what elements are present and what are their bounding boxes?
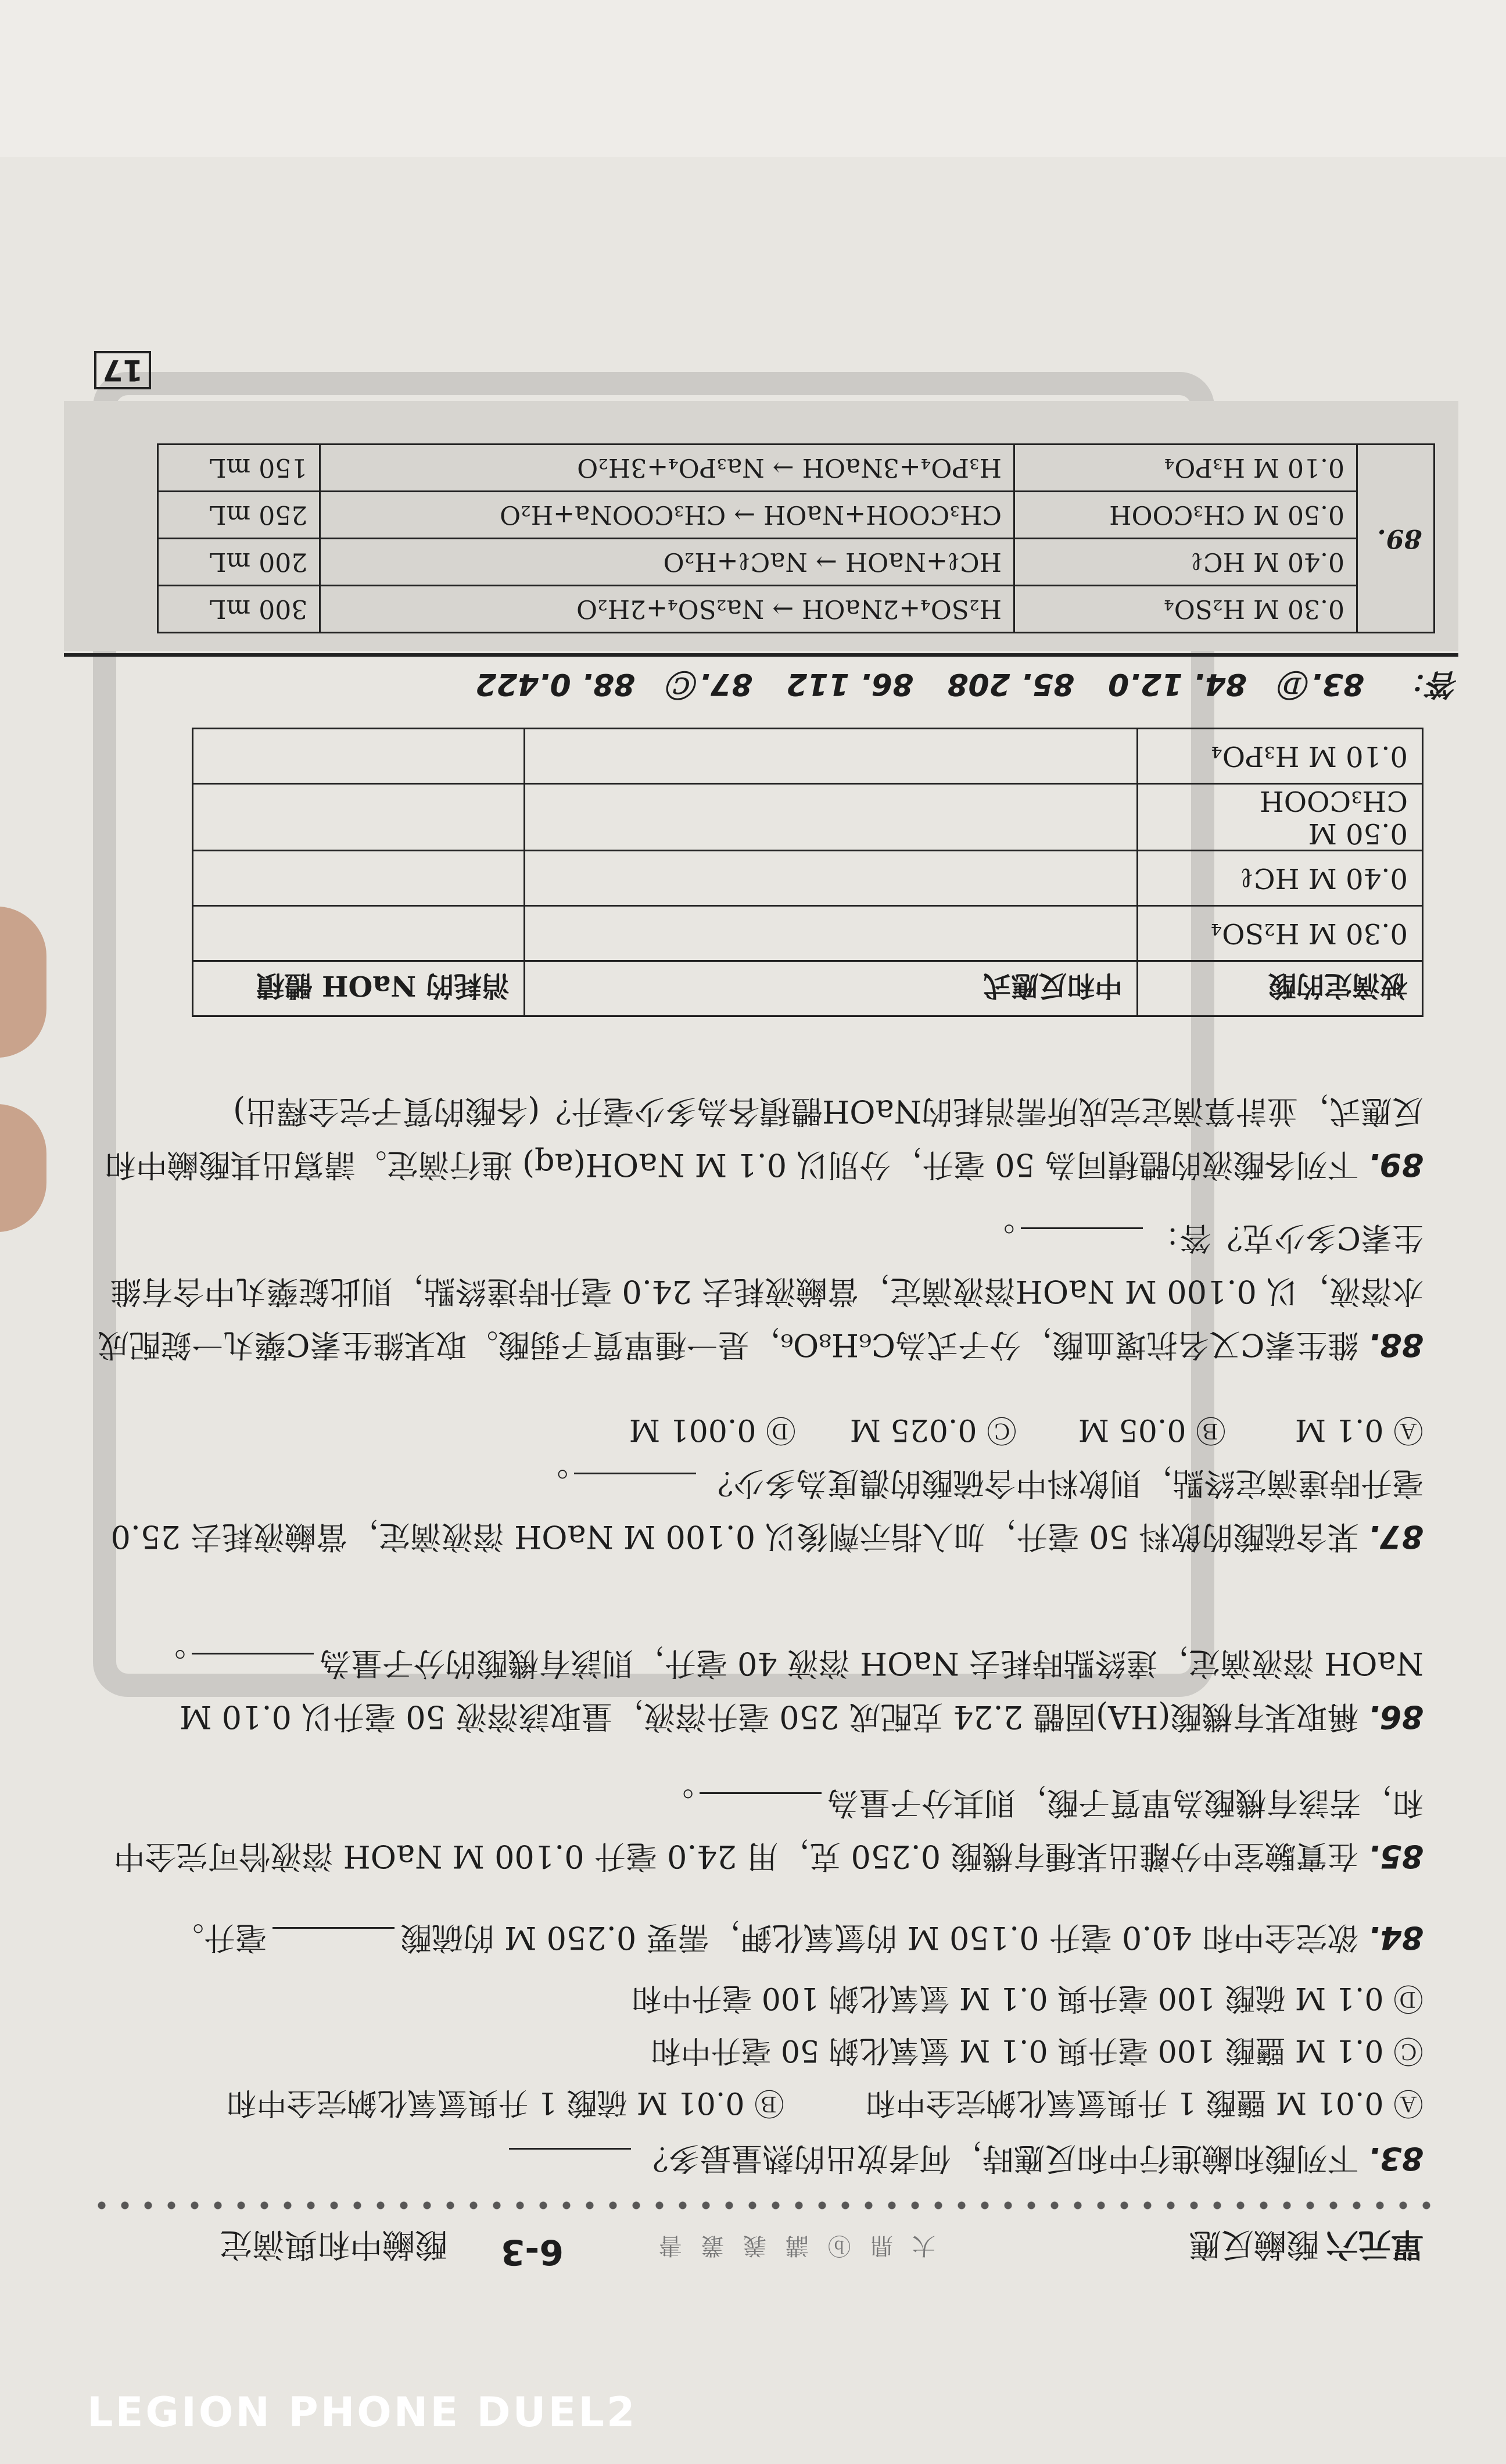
question-number: 87. [1368, 1518, 1423, 1555]
acid-cell: 0.40 M HCℓ [1014, 539, 1357, 586]
answer-label: 答： [1397, 667, 1458, 701]
finger [0, 1104, 46, 1232]
unit-label: 單元六 [1326, 2225, 1423, 2264]
acid-cell: 0.40 M HCℓ [1138, 851, 1423, 906]
answer-blank [1021, 1227, 1143, 1229]
option-c: Ⓒ 0.1 M 鹽酸 100 毫升與 0.1 M 氫氧化鈉 50 毫升中和 [650, 2033, 1423, 2068]
table-row [193, 851, 1423, 906]
blank-page-margin [0, 0, 1506, 157]
answer-table [157, 443, 1435, 633]
option-b: Ⓑ 0.05 M [1078, 1412, 1226, 1447]
acid-cell: 0.10 M H₃PO₄ [1014, 445, 1357, 492]
header-naoh-volume: 消耗的 NaOH 體積 [193, 961, 525, 1016]
table-row [158, 492, 1435, 539]
acid-cell: 0.50 M CH₃COOH [1014, 492, 1357, 539]
question-text: 在實驗室中分離出某種有機酸 0.250 克，用 24.0 毫升 0.100 M NaOH 溶液恰可完全中和，若該有機酸為單質子酸，則其分子量為 [113, 1785, 1423, 1875]
option-c: Ⓒ 0.025 M [849, 1412, 1017, 1447]
question-suffix: 。 [154, 1645, 186, 1682]
question-number: 89. [1368, 1147, 1423, 1183]
reaction-cell: CH₃COOH+NaOH → CH₃COONa+H₂O [320, 492, 1014, 539]
reaction-cell: H₂SO₄+2NaOH → Na₂SO₄+2H₂O [320, 586, 1014, 633]
volume-cell: 250 mL [158, 492, 320, 539]
answer-item: 88. 0.422 [475, 667, 636, 701]
table-row [193, 729, 1423, 784]
header-reaction: 中和反應式 [525, 961, 1138, 1016]
question-84 [87, 1911, 1423, 1964]
answer-item: 83.Ⓓ [1280, 667, 1364, 701]
question-number: 83. [1368, 2140, 1423, 2177]
question-83 [87, 2132, 1423, 2185]
question-number: 88. [1368, 1327, 1423, 1363]
volume-cell: 200 mL [158, 539, 320, 586]
camera-watermark: LEGION PHONE DUEL2 [87, 2388, 637, 2436]
acid-cell: 0.10 M H₃PO₄ [1138, 729, 1423, 784]
question-89 [87, 1084, 1423, 1191]
acid-cell: 0.50 M CH₃COOH [1138, 784, 1423, 851]
decorative-divider [87, 2197, 1435, 2214]
question-suffix: 。 [537, 1465, 568, 1502]
publisher: 大 鼎 ⓑ 講 義 叢 書 [652, 2232, 935, 2259]
option-b: Ⓑ 0.01 M 硫酸 1 升與氫氧化鈉完全中和 [226, 2085, 784, 2120]
reaction-cell: HCℓ+NaOH → NaCℓ+H₂O [320, 539, 1014, 586]
upside-down-content [64, 221, 1458, 2278]
question-89-table [192, 728, 1423, 1017]
reaction-cell[interactable] [525, 906, 1138, 961]
answer-item: 86. 112 [786, 667, 914, 701]
answer-key-line [64, 653, 1458, 709]
reaction-cell[interactable] [525, 729, 1138, 784]
volume-cell[interactable] [193, 906, 525, 961]
option-d: Ⓓ 0.001 M [629, 1412, 796, 1447]
question-suffix: 。 [983, 1220, 1015, 1256]
acid-cell: 0.30 M H₂SO₄ [1138, 906, 1423, 961]
answer-item: 87.Ⓒ [669, 667, 753, 701]
volume-cell[interactable] [193, 784, 525, 851]
question-85 [87, 1776, 1423, 1883]
page-header [64, 2208, 1458, 2278]
section-title: 酸鹼中和與滴定 [220, 2225, 447, 2263]
question-88 [87, 1211, 1423, 1371]
finger [0, 907, 46, 1058]
answer-blank [574, 1473, 696, 1474]
acid-cell: 0.30 M H₂SO₄ [1014, 586, 1357, 633]
volume-cell[interactable] [193, 729, 525, 784]
table-row [158, 539, 1435, 586]
option-a: Ⓐ 0.1 M [1295, 1412, 1423, 1447]
page-number: 17 [94, 351, 151, 389]
volume-cell: 150 mL [158, 445, 320, 492]
table-row [193, 784, 1423, 851]
question-number: 86. [1368, 1699, 1423, 1735]
question-text: 稱取某有機酸(HA)固體 2.24 克配成 250 毫升溶液，量取該溶液 50 毫升以 0.10 M NaOH 溶液滴定，達終點時耗去 NaOH 溶液 40 毫升，則該有機酸的分子量為 [180, 1645, 1423, 1735]
reaction-cell[interactable] [525, 784, 1138, 851]
question-suffix: 。 [662, 1785, 694, 1821]
table-row [158, 445, 1435, 492]
question-text: 下列各酸液的體積同為 50 毫升，分別以 0.1 M NaOH(aq) 進行滴定。請寫出其酸鹼中和反應式，並計算滴定完成所需消耗的NaOH體積各為多少毫升？(各酸的質子完全釋出) [104, 1093, 1423, 1183]
table-row [193, 906, 1423, 961]
reaction-cell[interactable] [525, 851, 1138, 906]
volume-cell: 300 mL [158, 586, 320, 633]
answer-blank [509, 2148, 631, 2150]
question-text: 欲完全中和 40.0 毫升 0.150 M 的氫氧化鉀，需要 0.250 M 的硫酸 [400, 1919, 1359, 1956]
answer-blank [192, 1653, 314, 1654]
volume-cell[interactable] [193, 851, 525, 906]
unit-title: 酸鹼反應 [1189, 2225, 1319, 2263]
answer-blank [272, 1927, 395, 1929]
question-86 [87, 1636, 1423, 1743]
answer-num: 89. [1357, 445, 1435, 633]
option-a: Ⓐ 0.01 M 鹽酸 1 升與氫氧化鈉完全中和 [865, 2085, 1423, 2120]
answer-item: 84. 12.0 [1108, 667, 1247, 701]
table-header-row [193, 961, 1423, 1016]
question-text: 某含硫酸的飲料 50 毫升，加入指示劑後以 0.100 M NaOH 溶液滴定，當鹼液耗去 25.0 毫升時達滴定終點，則飲料中含硫酸的濃度為多少？ [110, 1465, 1423, 1555]
answer-blank [700, 1792, 822, 1794]
section-number: 6-3 [500, 2232, 564, 2272]
question-number: 85. [1368, 1838, 1423, 1875]
question-87 [87, 1456, 1423, 1563]
question-text: 維生素C又名抗壞血酸，分子式為C₆H₈O₆，是一種單質子弱酸。取某維生素C藥丸一錠配成水溶液，以 0.100 M NaOH溶液滴定，當鹼液耗去 24.0 毫升時達終點，則此錠藥丸中含有維生素C多少克？答： [98, 1220, 1423, 1363]
answer-item: 85. 208 [947, 667, 1074, 701]
question-number: 84. [1368, 1919, 1423, 1956]
table-row [158, 586, 1435, 633]
header-acid: 被滴定的酸 [1138, 961, 1423, 1016]
reaction-cell: H₃PO₄+3NaOH → Na₃PO₄+3H₂O [320, 445, 1014, 492]
question-text: 下列酸和鹼進行中和反應時，何者放出的熱量最多？ [637, 2140, 1359, 2177]
question-suffix: 毫升。 [173, 1919, 267, 1956]
option-d: Ⓓ 0.1 M 硫酸 100 毫升與 0.1 M 氫氧化鈉 100 毫升中和 [631, 1980, 1423, 2015]
